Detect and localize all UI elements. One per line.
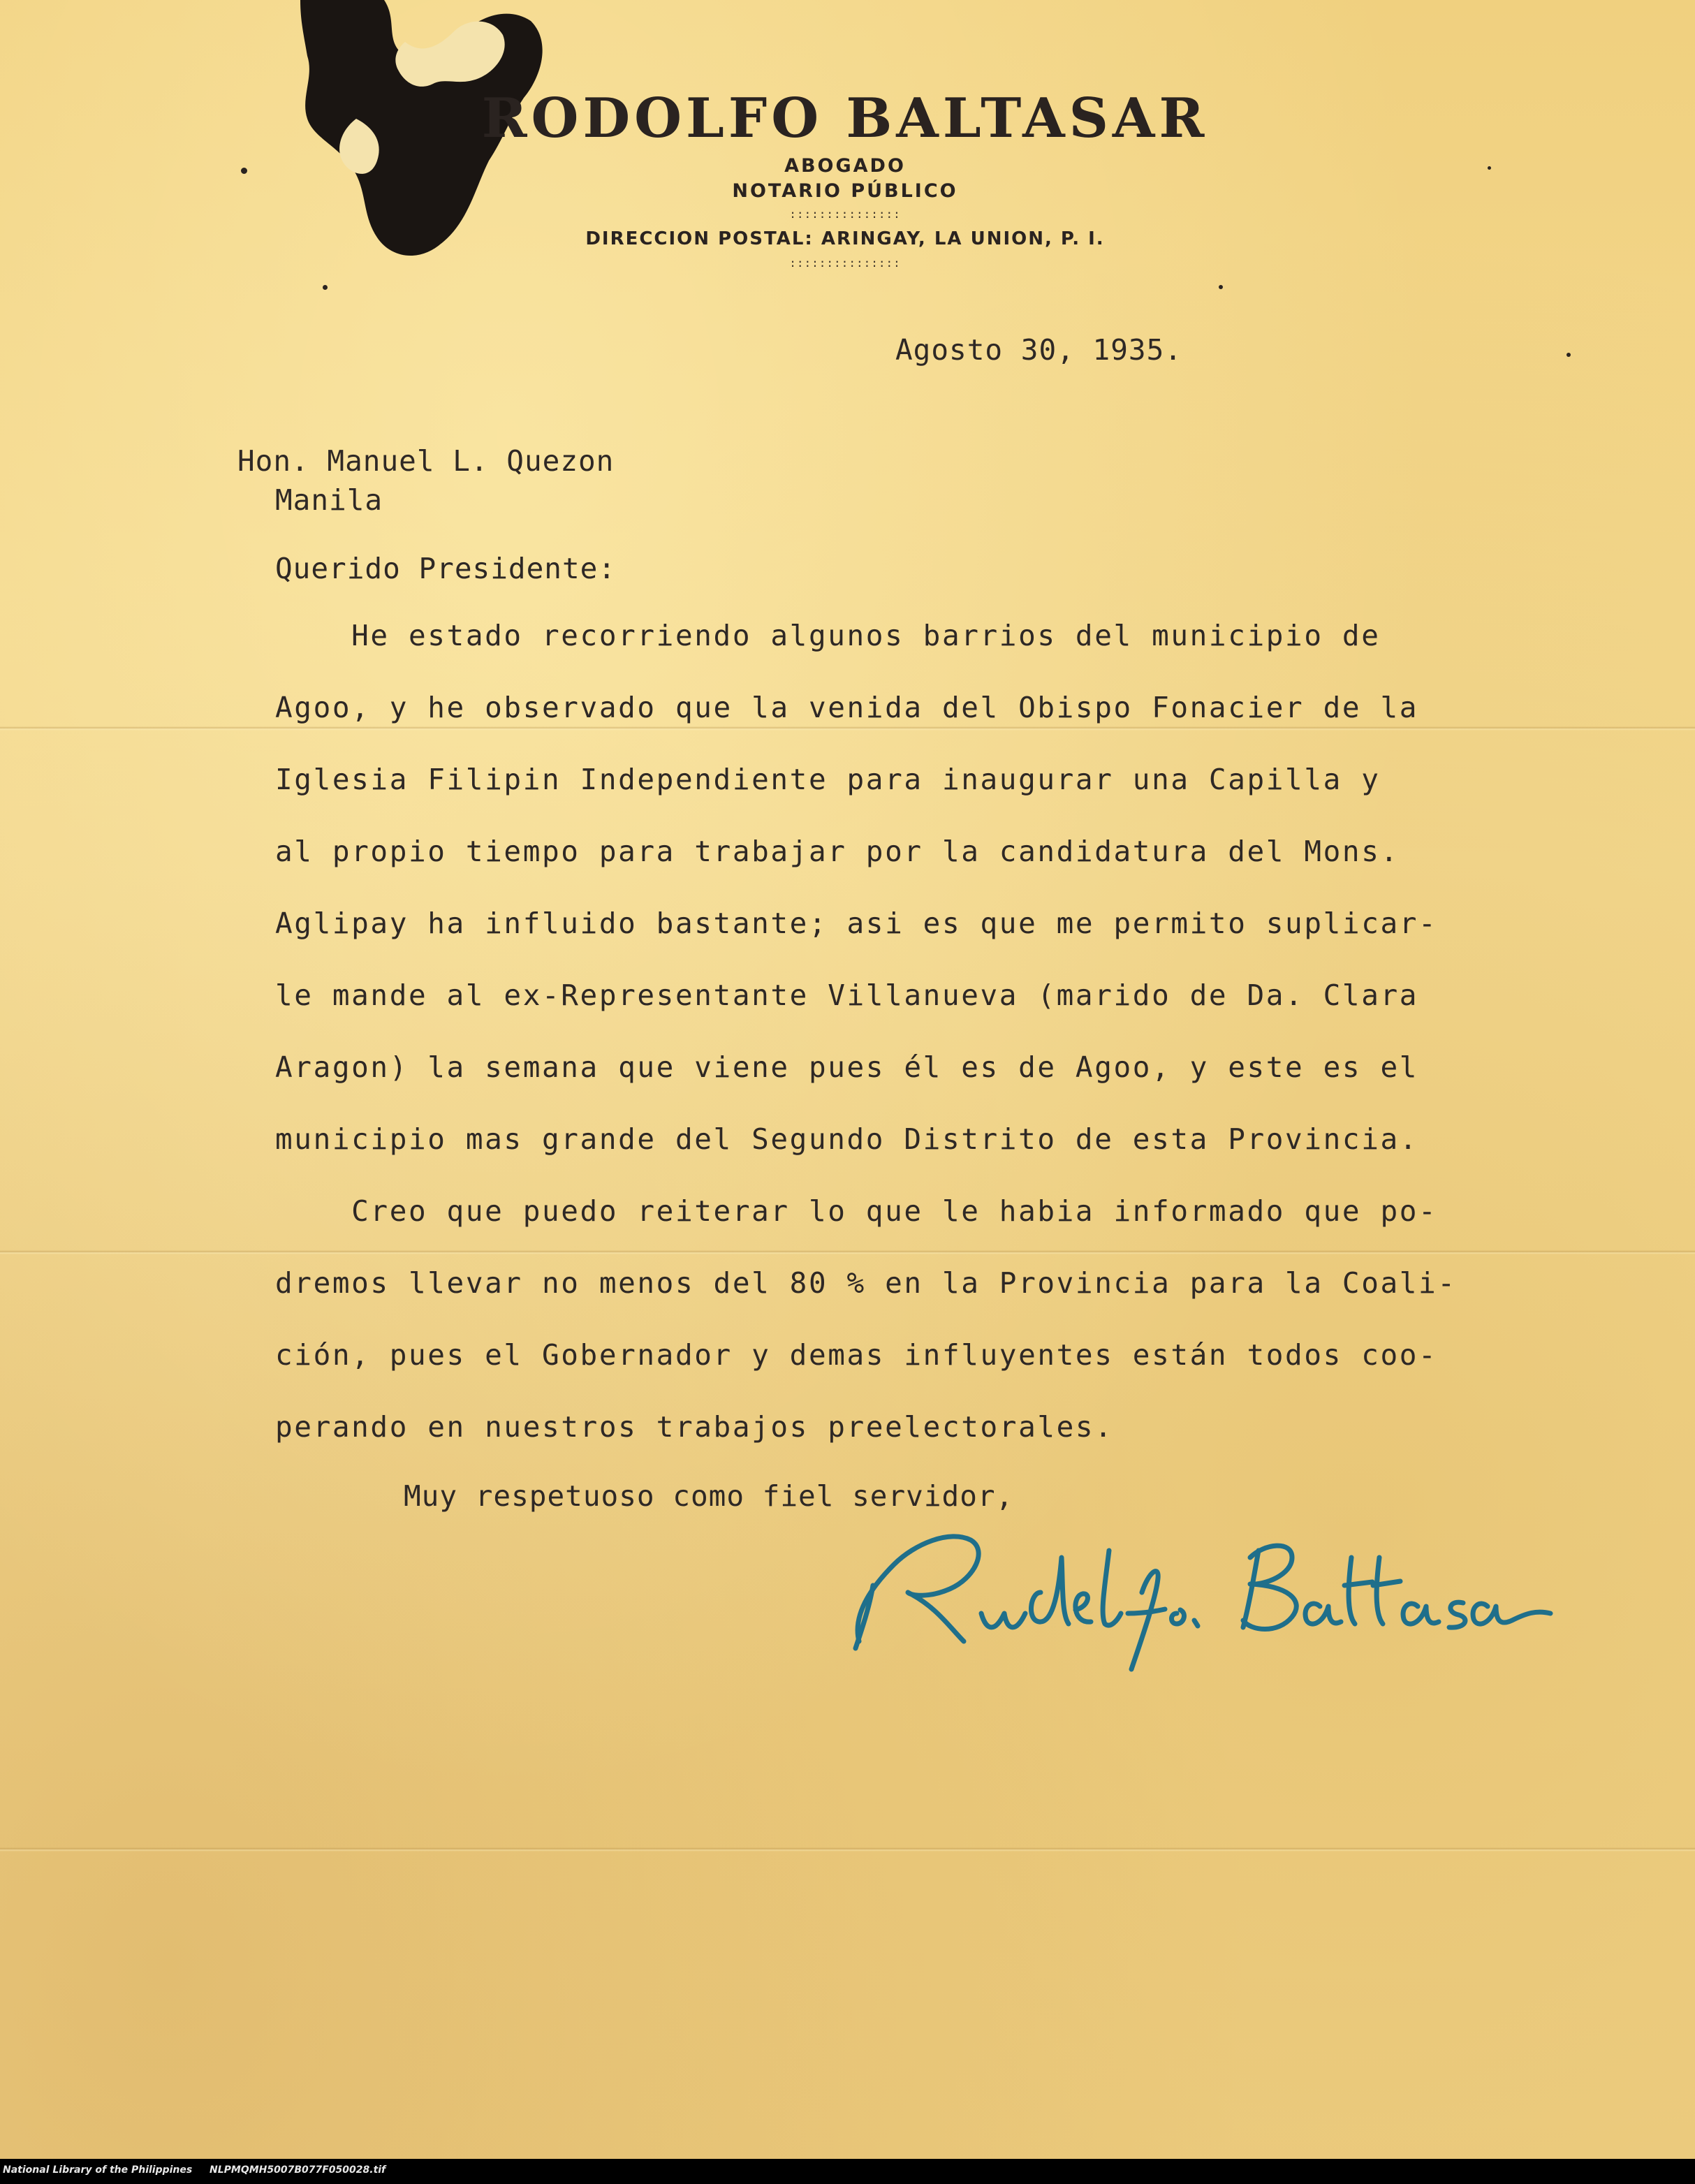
paper-fold-line	[0, 1847, 1695, 1852]
recipient-name: Hon. Manuel L. Quezon	[237, 444, 615, 478]
body-line: Aglipay ha influido bastante; asi es que me permito suplicar-	[275, 907, 1438, 940]
letterhead-ornament: :::::::::::::::	[789, 207, 901, 221]
body-line: dremos llevar no menos del 80 % en la Provincia para la Coali-	[275, 1266, 1457, 1300]
archive-library-name: National Library of the Philippines	[3, 2164, 193, 2176]
ink-speck	[241, 168, 247, 174]
letter-date: Agosto 30, 1935.	[895, 333, 1182, 367]
ink-speck	[1566, 353, 1571, 357]
letter-body	[275, 615, 1602, 1478]
letterhead	[391, 84, 1299, 274]
ink-speck	[1488, 166, 1491, 170]
recipient-city: Manila	[275, 483, 383, 517]
body-line: Agoo, y he observado que la venida del Obispo Fonacier de la	[275, 691, 1419, 724]
body-line: He estado recorriendo algunos barrios del municipio de	[275, 619, 1381, 652]
salutation: Querido Presidente:	[275, 552, 616, 585]
body-line: Creo que puedo reiterar lo que le habia informado que po-	[275, 1194, 1438, 1228]
archive-footer	[0, 2159, 1695, 2184]
ink-speck	[323, 285, 328, 290]
letterhead-address: DIRECCION POSTAL: ARINGAY, LA UNION, P. I.	[585, 228, 1105, 249]
ink-speck	[1219, 285, 1223, 289]
body-line: Iglesia Filipin Independiente para inaugurar una Capilla y	[275, 763, 1381, 796]
letterhead-title-notario: NOTARIO PÚBLICO	[732, 180, 958, 202]
body-line: al propio tiempo para trabajar por la candidatura del Mons.	[275, 835, 1400, 868]
archive-file-id: NLPMQMH5007B077F050028.tif	[210, 2164, 386, 2176]
letterhead-title-abogado: ABOGADO	[784, 155, 906, 177]
handwritten-signature	[831, 1509, 1557, 1676]
body-line: municipio mas grande del Segundo Distrito de esta Provincia.	[275, 1122, 1419, 1156]
body-line: le mande al ex-Representante Villanueva (marido de Da. Clara	[275, 979, 1419, 1012]
letter-closing: Muy respetuoso como fiel servidor,	[404, 1479, 1014, 1513]
body-line: Aragon) la semana que viene pues él es de Agoo, y este es el	[275, 1050, 1419, 1084]
letterhead-ornament: :::::::::::::::	[789, 256, 901, 270]
body-line: ción, pues el Gobernador y demas influyentes están todos coo-	[275, 1338, 1438, 1372]
letterhead-name: RODOLFO BALTASAR	[481, 87, 1209, 150]
body-line: perando en nuestros trabajos preelectorales.	[275, 1410, 1114, 1444]
